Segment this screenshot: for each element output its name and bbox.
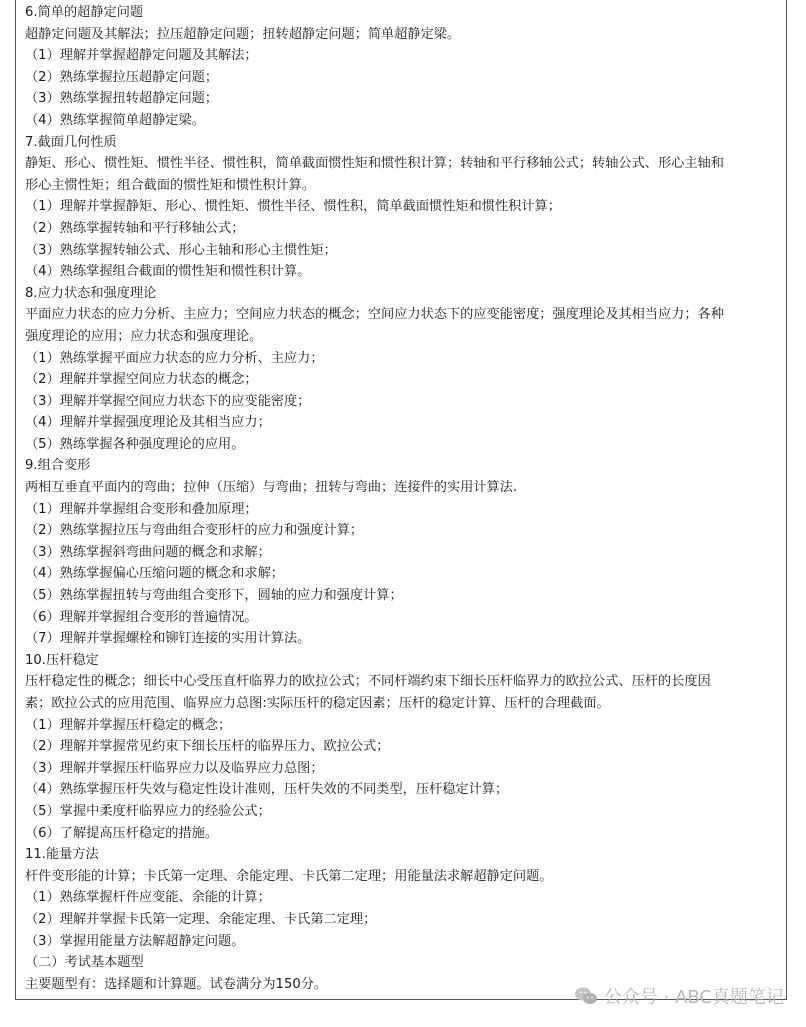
text-line: 形心主惯性矩；组合截面的惯性矩和惯性积计算。 [25,177,316,193]
text-line: （1）理解并掌握超静定问题及其解法； [25,48,258,64]
text-line: （3）熟练掌握斜弯曲问题的概念和求解； [25,544,271,560]
text-line: 10.压杆稳定 [25,652,99,668]
text-line: （6）理解并掌握组合变形的普遍情况。 [25,609,258,625]
text-line: （3）熟练掌握转轴公式、形心主轴和形心主惯性矩； [25,242,337,258]
text-line: 两相互垂直平面内的弯曲；拉伸（压缩）与弯曲；扭转与弯曲；连接件的实用计算法. [25,480,518,496]
text-line: （3）理解并掌握空间应力状态下的应变能密度； [25,393,311,409]
text-line: （5）熟练掌握扭转与弯曲组合变形下，圆轴的应力和强度计算； [25,588,403,604]
text-line: 7.截面几何性质 [25,134,117,150]
text-line: （5）掌握中柔度杆临界应力的经验公式； [25,803,271,819]
text-line: （4）熟练掌握压杆失效与稳定性设计准则，压杆失效的不同类型，压杆稳定计算； [25,782,509,798]
text-line: （1）熟练掌握平面应力状态的应力分析、主应力； [25,350,324,366]
text-line: （6）了解提高压杆稳定的措施。 [25,825,219,841]
text-line: （4）熟练掌握简单超静定梁。 [25,112,205,128]
text-line: （1）理解并掌握压杆稳定的概念； [25,717,232,733]
text-line: 超静定问题及其解法；拉压超静定问题；扭转超静定问题；简单超静定梁。 [25,26,461,42]
text-line: 主要题型有：选择题和计算题。试卷满分为150分。 [25,976,328,992]
watermark-text: 公众号 · ABC真题笔记 [603,987,784,1008]
wechat-icon [574,986,598,1006]
text-line: （3）熟练掌握扭转超静定问题； [25,91,219,107]
text-line: （3）掌握用能量方法解超静定问题。 [25,933,245,949]
text-line: （5）熟练掌握各种强度理论的应用。 [25,436,245,452]
text-line: （3）理解并掌握压杆临界应力以及临界应力总图； [25,760,324,776]
text-line: 素；欧拉公式的应用范围、临界应力总图:实际压杆的稳定因素；压杆的稳定计算、压杆的合理截面。 [25,696,610,711]
text-line: （4）熟练掌握组合截面的惯性矩和惯性积计算。 [25,264,311,280]
watermark [574,982,784,1010]
text-line: 11.能量方法 [25,847,99,863]
text-line: （2）理解并掌握空间应力状态的概念； [25,372,258,388]
text-line: 8.应力状态和强度理论 [25,285,157,301]
text-line: （1）理解并掌握静矩、形心、惯性矩、惯性半径、惯性积，简单截面惯性矩和惯性积计算； [25,199,561,215]
text-line: 平面应力状态的应力分析、主应力；空间应力状态的概念；空间应力状态下的应变能密度；强度理论及其相当应力；各种 [25,307,724,323]
text-line: （2）熟练掌握拉压与弯曲组合变形杆的应力和强度计算； [25,523,364,539]
text-line: （1）熟练掌握杆件应变能、余能的计算； [25,890,271,906]
text-line: （2）熟练掌握拉压超静定问题； [25,69,219,85]
text-line: （二）考试基本题型 [25,955,144,971]
text-line: 杆件变形能的计算；卡氏第一定理、余能定理、卡氏第二定理；用能量法求解超静定问题。 [25,868,553,884]
text-line: （1）理解并掌握组合变形和叠加原理； [25,501,258,517]
text-line: 静矩、形心、惯性矩、惯性半径、惯性积，简单截面惯性矩和惯性积计算；转轴和平行移轴公式；转轴公式、形心主轴和 [25,156,724,172]
text-line: 6.简单的超静定问题 [25,5,144,20]
text-line: 9.组合变形 [25,458,91,474]
text-line: （4）熟练掌握偏心压缩问题的概念和求解； [25,566,284,582]
text-line: （2）熟练掌握转轴和平行移轴公式； [25,220,245,236]
text-line: （7）理解并掌握螺栓和铆钉连接的实用计算法。 [25,631,311,647]
syllabus-text [25,2,777,995]
text-line: 压杆稳定性的概念；细长中心受压直杆临界力的欧拉公式；不同杆端约束下细长压杆临界力的欧拉公式、压杆的长度因 [25,674,711,690]
text-line: （2）理解并掌握常见约束下细长压杆的临界压力、欧拉公式； [25,739,390,755]
text-line: （2）理解并掌握卡氏第一定理、余能定理、卡氏第二定理； [25,911,377,927]
text-line: （4）理解并掌握强度理论及其相当应力； [25,415,271,431]
text-line: 强度理论的应用；应力状态和强度理论。 [25,328,263,344]
